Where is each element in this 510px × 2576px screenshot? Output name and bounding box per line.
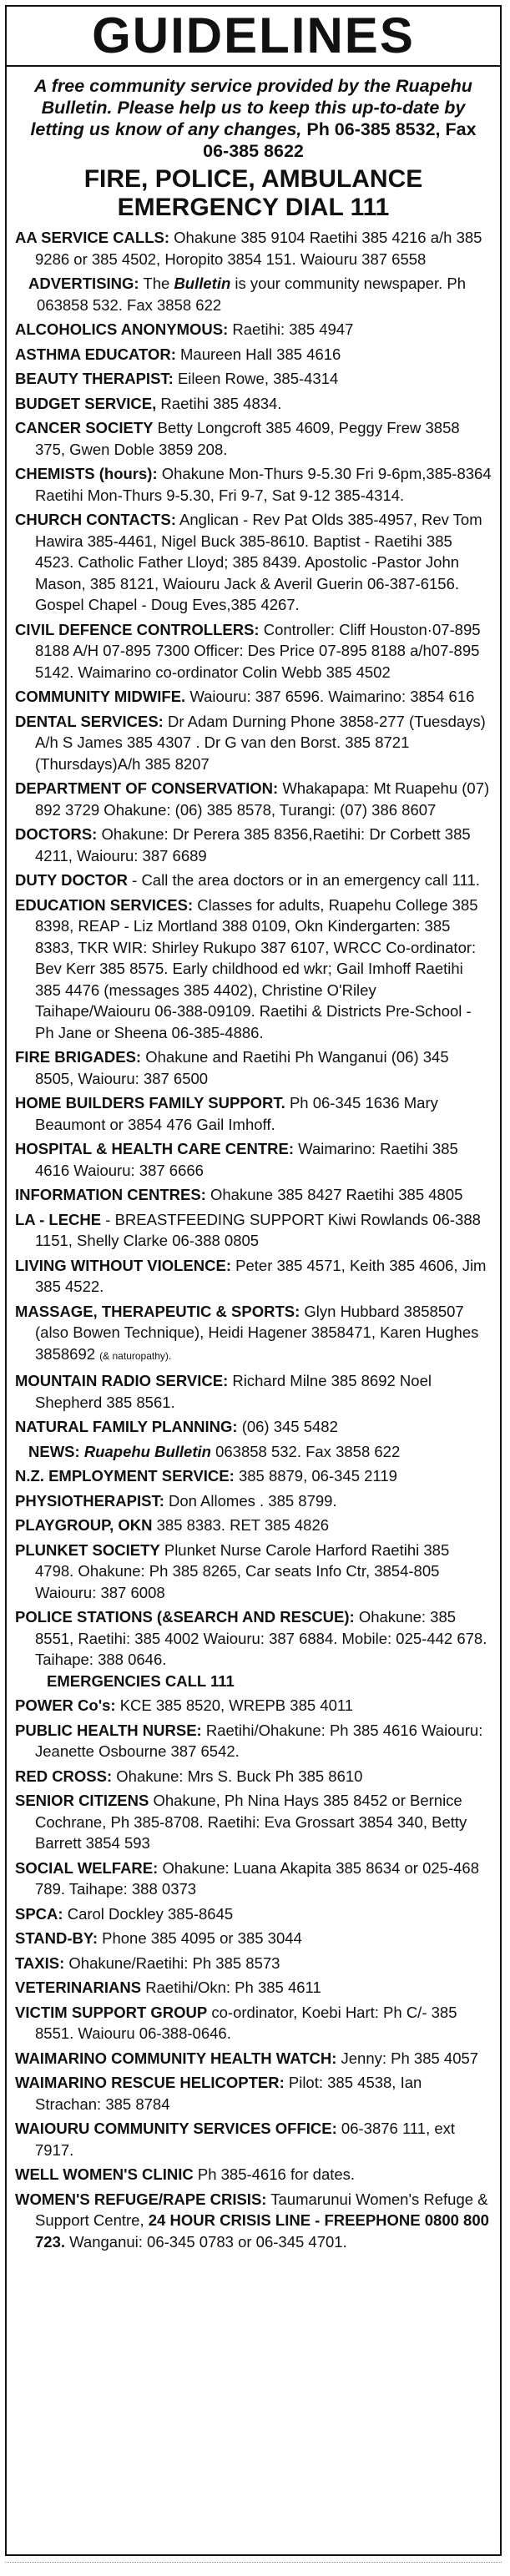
- entry-text: Don Allomes . 385 8799.: [169, 1491, 337, 1510]
- entry-name: HOME BUILDERS FAMILY SUPPORT.: [15, 1094, 285, 1112]
- directory-entry: [15, 509, 492, 616]
- directory-entry: [15, 1928, 492, 1949]
- entry-name: NEWS:: [28, 1442, 80, 1460]
- directory-entry: [15, 1766, 492, 1787]
- entry-text: KCE 385 8520, WREPB 385 4011: [119, 1696, 354, 1714]
- entry-name: PLUNKET SOCIETY: [15, 1540, 160, 1559]
- entry-name: MASSAGE, THERAPEUTIC & SPORTS:: [15, 1302, 300, 1320]
- entry-text: Raetihi/Ohakune: Ph 385 4616 Waiouru: Jeanette Osbourne 387 6542.: [35, 1721, 483, 1760]
- entry-text: 06-3876 111, ext 7917.: [35, 2120, 456, 2159]
- entry-name: TAXIS:: [15, 1953, 65, 1972]
- entry-text: (06) 345 5482: [241, 1418, 338, 1435]
- entry-name: HOSPITAL & HEALTH CARE CENTRE:: [15, 1140, 295, 1157]
- entry-name: FIRE BRIGADES:: [15, 1048, 142, 1066]
- entry-name: LA - LECHE: [15, 1210, 102, 1228]
- directory-entry: [15, 1301, 492, 1368]
- entry-name: DENTAL SERVICES:: [15, 712, 164, 730]
- directory-entry: [15, 1255, 492, 1298]
- directory-entry: [15, 1184, 492, 1206]
- entry-name: CANCER SOCIETY: [15, 419, 154, 436]
- entry-bold-text: 24 HOUR CRISIS LINE - FREEPHONE 0800 800 723.: [35, 2211, 489, 2251]
- entry-name: DUTY DOCTOR: [15, 871, 128, 889]
- intro-text: [7, 67, 500, 162]
- entry-name: EDUCATION SERVICES:: [15, 895, 194, 914]
- entry-text: Ohakune Mon-Thurs 9-5.30 Fri 9-6pm,385-8364 Raetihi Mon-Thurs 9-5.30, Fri 9-7, Sat 9-12 385-4314.: [35, 465, 492, 504]
- entry-note: (& naturopathy).: [99, 1349, 172, 1362]
- entry-text: Anglican - Rev Pat Olds 385-4957, Rev Tom Hawira 385-4461, Nigel Buck 385-8610. Baptist - Raetihi 385 4523. Catholic Father Lloyd; 385 8439. Apostolic -Pastor John Mason, 385 8121, Waiouru Jack & Averil Guerin 06-387-6156. Gospel Chapel - Doug Eves,385 4267.: [35, 511, 482, 613]
- entry-text: Plunket Nurse Carole Harford Raetihi 385 4798. Ohakune: Ph 385 8265, Car seats Info Ctr, 3854-805 Waiouru: 387 6008: [35, 1540, 450, 1601]
- entry-text: Ph 06-345 1636 Mary Beaumont or 3854 476 Gail Imhoff.: [35, 1094, 438, 1133]
- entry-text: Taumarunui Women's Refuge & Support Centre,: [35, 2190, 488, 2229]
- entry-name: MOUNTAIN RADIO SERVICE:: [15, 1372, 229, 1389]
- emergency-line-1: FIRE, POLICE, AMBULANCE: [83, 165, 423, 193]
- emergency-line-2: EMERGENCY DIAL 111: [117, 194, 390, 221]
- entry-name: WAIOURU COMMUNITY SERVICES OFFICE:: [15, 2120, 337, 2137]
- entry-text: Waimarino: Raetihi 385 4616 Waiouru: 387 6666: [35, 1140, 458, 1179]
- emergency-heading: [7, 162, 500, 227]
- entry-text: co-ordinator, Koebi Hart: Ph C/- 385 8551. Waiouru 06-388-0646.: [35, 2003, 457, 2042]
- entry-name: INFORMATION CENTRES:: [15, 1186, 206, 1203]
- entry-name: WAIMARINO RESCUE HELICOPTER:: [15, 2074, 285, 2091]
- entry-name: BEAUTY THERAPIST:: [15, 370, 174, 387]
- entry-text-prefix: The: [143, 275, 170, 292]
- directory-entry: [15, 1858, 492, 1900]
- directory-entry: [15, 1092, 492, 1135]
- entry-name: CHURCH CONTACTS:: [15, 511, 176, 528]
- entry-name: BUDGET SERVICE,: [15, 394, 157, 412]
- directory-entry: [15, 1790, 492, 1854]
- entry-text: Carol Dockley 385-8645: [67, 1904, 234, 1923]
- entry-text: Ohakune: Luana Akapita 385 8634 or 025-468 789. Taihape: 388 0373: [35, 1858, 479, 1898]
- directory-entry: [15, 273, 492, 315]
- directory-entry: [15, 2164, 492, 2185]
- directory-entry: [15, 1046, 492, 1089]
- entry-text: Ohakune 385 9104 Raetihi 385 4216 a/h 385 9286 or 385 4502, Horopito 3854 151. Waiouru 387 6558: [35, 229, 482, 268]
- entry-text: Ohakune and Raetihi Ph Wanganui (06) 345 8505, Waiouru: 387 6500: [35, 1048, 449, 1087]
- entry-text: is your community newspaper. Ph 063858 532. Fax 3858 622: [37, 275, 467, 314]
- entry-text: Pilot: 385 4538, Ian Strachan: 385 8784: [35, 2074, 422, 2113]
- entry-name: N.Z. EMPLOYMENT SERVICE:: [15, 1467, 235, 1485]
- entry-text: Classes for adults, Ruapehu College 385 8398, REAP - Liz Mortland 388 0109, Okn Kindergarten: 385 8383, TKR WIR: Shirley Rukupo 387 6107, WRCC Co-ordinator: Bev Kerr 385 8575. Early childhood ed wkr; Gail Imhoff Raetihi 385 4476 (messages 385 4402), Christine O'Riley Taihape/Waiouru 06-388-09109. Raetihi & Districts Pre-School - Ph Jane or Sheena 06-385-4886.: [35, 895, 478, 1041]
- directory-entry: [15, 227, 492, 270]
- directory-entry: [15, 1416, 492, 1438]
- entry-name: NATURAL FAMILY PLANNING:: [15, 1418, 238, 1435]
- entry-text: 385 8879, 06-345 2119: [238, 1467, 397, 1485]
- entry-name: PLAYGROUP, OKN: [15, 1516, 153, 1534]
- entry-text: 063858 532. Fax 3858 622: [215, 1442, 401, 1460]
- entry-name: STAND-BY:: [15, 1929, 98, 1947]
- entry-text: Whakapapa: Mt Ruapehu (07) 892 3729 Ohakune: (06) 385 8578, Turangi: (07) 386 8607: [35, 779, 490, 819]
- entry-text: Raetihi/Okn: Ph 385 4611: [145, 1979, 321, 1996]
- entry-name: RED CROSS:: [15, 1767, 113, 1785]
- entry-text: Peter 385 4571, Keith 385 4606, Jim 385 4522.: [35, 1256, 487, 1295]
- directory-entry: [15, 2048, 492, 2069]
- directory-entry: [15, 2189, 492, 2253]
- entry-text: Waiouru: 387 6596. Waimarino: 3854 616: [189, 688, 475, 705]
- entry-name: DOCTORS:: [15, 825, 98, 843]
- entry-text: Betty Longcroft 385 4609, Peggy Frew 3858 375, Gwen Doble 3859 208.: [35, 419, 460, 458]
- entry-name: PHYSIOTHERAPIST:: [15, 1491, 164, 1510]
- entry-text: Ohakune: 385 8551, Raetihi: 385 4002 Waiouru: 387 6884. Mobile: 025-442 678. Taihape: 388 0646.: [35, 1608, 487, 1668]
- directory-entry: [15, 2072, 492, 2115]
- directory-entry: [15, 1138, 492, 1181]
- masthead-title: GUIDELINES: [7, 7, 500, 67]
- directory-entry: [15, 686, 492, 708]
- entry-name: SPCA:: [15, 1904, 63, 1923]
- directory-entry: [15, 824, 492, 866]
- directory-entry: [15, 1977, 492, 1999]
- directory-entry: [15, 1441, 492, 1463]
- intro-phones: Ph 06-385 8532, Fax 06-385 8622: [203, 119, 477, 161]
- directory-entry: [15, 870, 492, 891]
- entry-text-tail: Wanganui: 06-345 0783 or 06-345 4701.: [69, 2232, 347, 2251]
- directory-entry: [15, 1953, 492, 1974]
- directory-entry: [15, 1465, 492, 1487]
- entry-italic-text: Ruapehu Bulletin: [83, 1442, 211, 1460]
- entry-name: CHEMISTS (hours):: [15, 465, 158, 482]
- entry-name: PUBLIC HEALTH NURSE:: [15, 1721, 202, 1739]
- entry-name: VICTIM SUPPORT GROUP: [15, 2003, 208, 2021]
- entry-name: VETERINARIANS: [15, 1979, 142, 1996]
- directory-list: [7, 227, 500, 2252]
- entry-name: ADVERTISING:: [28, 275, 139, 292]
- directory-entry: [15, 1606, 492, 1691]
- directory-entry: [15, 2118, 492, 2160]
- directory-entry: [15, 895, 492, 1044]
- entry-text: Ohakune: Dr Perera 385 8356,Raetihi: Dr Corbett 385 4211, Waiouru: 387 6689: [35, 825, 471, 865]
- entry-text: - BREASTFEEDING SUPPORT Kiwi Rowlands 06-388 1151, Shelly Clarke 06-388 0805: [35, 1210, 481, 1249]
- directory-entry: [15, 368, 492, 390]
- entry-text: Raetihi 385 4834.: [160, 394, 282, 412]
- entry-name: ALCOHOLICS ANONYMOUS:: [15, 320, 229, 338]
- guidelines-panel: [5, 5, 502, 2556]
- entry-name: AA SERVICE CALLS:: [15, 229, 170, 246]
- directory-entry: [15, 417, 492, 460]
- directory-entry: [15, 463, 492, 506]
- entry-text: Eileen Rowe, 385-4314: [177, 370, 339, 387]
- directory-entry: [15, 393, 492, 415]
- entry-name: WELL WOMEN'S CLINIC: [15, 2165, 194, 2183]
- entry-text: Ohakune: Mrs S. Buck Ph 385 8610: [116, 1767, 363, 1785]
- directory-entry: [15, 1490, 492, 1512]
- entry-text: Raetihi: 385 4947: [232, 320, 354, 338]
- entry-text: 385 8383. RET 385 4826: [156, 1516, 330, 1534]
- directory-entry: [15, 1695, 492, 1716]
- entry-name: DEPARTMENT OF CONSERVATION:: [15, 779, 279, 797]
- entry-name: SOCIAL WELFARE:: [15, 1858, 159, 1877]
- entry-name: ASTHMA EDUCATOR:: [15, 345, 176, 363]
- entry-text: Jenny: Ph 385 4057: [341, 2049, 479, 2067]
- directory-entry: [15, 2002, 492, 2044]
- entry-name: WOMEN'S REFUGE/RAPE CRISIS:: [15, 2190, 267, 2208]
- directory-entry: [15, 711, 492, 775]
- directory-entry: [15, 319, 492, 340]
- entry-text: - Call the area doctors or in an emergency call 111.: [132, 871, 480, 889]
- directory-entry: [15, 1370, 492, 1413]
- entry-text: Phone 385 4095 or 385 3044: [102, 1929, 302, 1947]
- entry-name: SENIOR CITIZENS: [15, 1792, 149, 1809]
- directory-entry: [15, 344, 492, 365]
- entry-name: CIVIL DEFENCE CONTROLLERS:: [15, 620, 260, 638]
- entry-text: Glyn Hubbard 3858507 (also Bowen Technique), Heidi Hagener 3858471, Karen Hughes 3858692: [35, 1302, 479, 1363]
- entry-name: POLICE STATIONS (&SEARCH AND RESCUE):: [15, 1608, 355, 1626]
- page-edge: [5, 2562, 502, 2573]
- entry-name: WAIMARINO COMMUNITY HEALTH WATCH:: [15, 2049, 337, 2067]
- entry-text: Dr Adam Durning Phone 3858-277 (Tuesdays) A/h S James 385 4307 . Dr G van den Borst. 385 8721 (Thursdays)A/h 385 8207: [35, 712, 486, 773]
- directory-entry: [15, 778, 492, 820]
- directory-entry: [15, 1540, 492, 1604]
- entry-text: Ohakune/Raetihi: Ph 385 8573: [68, 1953, 280, 1972]
- intro-line: A free community service provided by the Ruapehu Bulletin. Please help us to keep this up-to-date by letting us know of any changes,: [30, 76, 472, 139]
- entry-text: Ph 385-4616 for dates.: [197, 2165, 356, 2183]
- entry-name: POWER Co's:: [15, 1696, 116, 1714]
- entry-text: Ohakune, Ph Nina Hays 385 8452 or Bernice Cochrane, Ph 385-8708. Raetihi: Eva Grossart 3854 340, Betty Barrett 3854 593: [35, 1792, 467, 1852]
- entry-text: Ohakune 385 8427 Raetihi 385 4805: [210, 1186, 463, 1203]
- entry-name: LIVING WITHOUT VIOLENCE:: [15, 1256, 231, 1274]
- directory-entry: [15, 1903, 492, 1925]
- directory-entry: [15, 1515, 492, 1536]
- directory-entry: [15, 619, 492, 683]
- directory-entry: [15, 1720, 492, 1762]
- entry-text: Maureen Hall 385 4616: [180, 345, 341, 363]
- entry-name: COMMUNITY MIDWIFE.: [15, 688, 186, 705]
- entry-text: Richard Milne 385 8692 Noel Shepherd 385 8561.: [35, 1372, 432, 1411]
- entry-text: Controller: Cliff Houston·07-895 8188 A/H 07-895 7300 Officer: Des Price 07-895 8188 a/h07-895 5142. Waimarino co-ordinator Colin Webb 385 4502: [35, 620, 481, 681]
- entry-subheading: EMERGENCIES CALL 111: [47, 1671, 235, 1690]
- entry-italic-text: Bulletin: [174, 275, 231, 292]
- directory-entry: [15, 1209, 492, 1252]
